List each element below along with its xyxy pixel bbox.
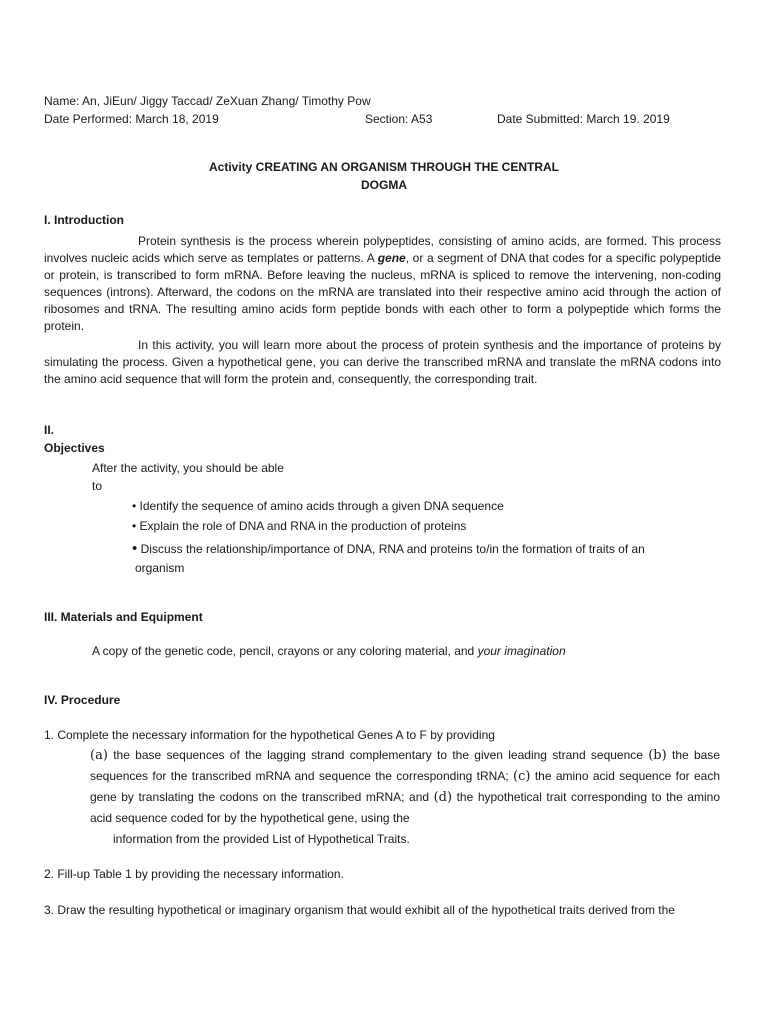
step-c-text: the amino acid sequence for each gene by translating the codons on the transcribed mRNA; and: [90, 769, 720, 804]
activity-title-line1: Activity CREATING AN ORGANISM THROUGH THE CENTRAL: [208, 160, 559, 174]
objective-bullet-3-text: Discuss the relationship/importance of DNA, RNA and proteins to/in the formation of traits of an: [140, 542, 645, 556]
procedure-step-3: 3. Draw the resulting hypothetical or imaginary organism that would exhibit all of the hypothetical traits derived from the: [44, 903, 675, 917]
objectives-lead-1: After the activity, you should be able: [92, 461, 284, 475]
procedure-heading: IV. Procedure: [44, 693, 121, 707]
materials-list: A copy of the genetic code, pencil, crayons or any coloring material, and: [92, 644, 478, 658]
procedure-info-line: information from the provided List of Hypothetical Traits.: [113, 832, 410, 846]
materials-imagination: your imagination: [477, 644, 566, 658]
activity-title-line2: DOGMA: [361, 178, 407, 192]
intro-p2-text: In this activity, you will learn more about the process of protein synthesis and the importance of proteins by simulating the process. Given a hypothetical gene, you can derive the transcribed mRNA and translate the mRNA codons into the amino acid sequence that will form the protein and, consequently, the corresponding trait.: [44, 338, 721, 386]
name-line: Name: An, JiEun/ Jiggy Taccad/ ZeXuan Zhang/ Timothy Pow: [44, 94, 371, 108]
objective-bullet-1: • Identify the sequence of amino acids through a given DNA sequence: [132, 499, 504, 513]
procedure-step-1: 1. Complete the necessary information for the hypothetical Genes A to F by providing: [44, 728, 495, 742]
gene-term: gene: [377, 251, 406, 265]
step-d-text: the hypothetical trait corresponding to the amino acid sequence coded for by the hypothetical gene, using the: [90, 790, 720, 825]
introduction-paragraph-2: [44, 337, 721, 388]
mark-b: (b): [648, 748, 667, 763]
materials-heading: III. Materials and Equipment: [44, 610, 203, 624]
intro-p1-pre: Protein synthesis is the process wherein polypeptides, consisting of amino acids, are formed. This process involves nucleic acids which serve as templates or patterns. A: [44, 234, 721, 265]
objective-bullet-3-cont: organism: [135, 561, 185, 575]
mark-a: (a): [90, 748, 108, 763]
materials-text: [92, 643, 566, 660]
procedure-step-2: 2. Fill-up Table 1 by providing the necessary information.: [44, 867, 344, 881]
objectives-numeral: II.: [44, 423, 55, 437]
objective-bullet-2: • Explain the role of DNA and RNA in the production of proteins: [132, 519, 467, 533]
date-performed: Date Performed: March 18, 2019: [44, 112, 219, 126]
introduction-heading: I. Introduction: [44, 213, 124, 227]
bullet-mark: •: [132, 540, 138, 557]
step-b-text: the base sequences for the transcribed mRNA and sequence the corresponding tRNA;: [90, 748, 720, 783]
objective-bullet-3: [132, 540, 645, 558]
step-a-text: the base sequences of the lagging strand complementary to the given leading strand sequence: [107, 748, 649, 762]
objectives-lead-2: to: [92, 479, 103, 493]
date-submitted: Date Submitted: March 19. 2019: [497, 112, 670, 126]
procedure-step-1-details: [90, 745, 720, 829]
mark-c: (c): [513, 769, 531, 784]
introduction-paragraph-1: [44, 233, 721, 335]
objectives-heading: Objectives: [44, 441, 105, 455]
intro-p1-post: , or a segment of DNA that codes for a specific polypeptide or protein, is transcribed to form mRNA. Before leaving the nucleus, mRNA is spliced to remove the intervening, non-coding sequences (introns). Afterward, the codons on the mRNA are translated into their respective amino acid through the action of ribosomes and tRNA. The resulting amino acids form peptide bonds with each other to form a polypeptide which forms the protein.: [44, 251, 722, 333]
mark-d: (d): [433, 790, 453, 805]
section-label: Section: A53: [365, 112, 433, 126]
